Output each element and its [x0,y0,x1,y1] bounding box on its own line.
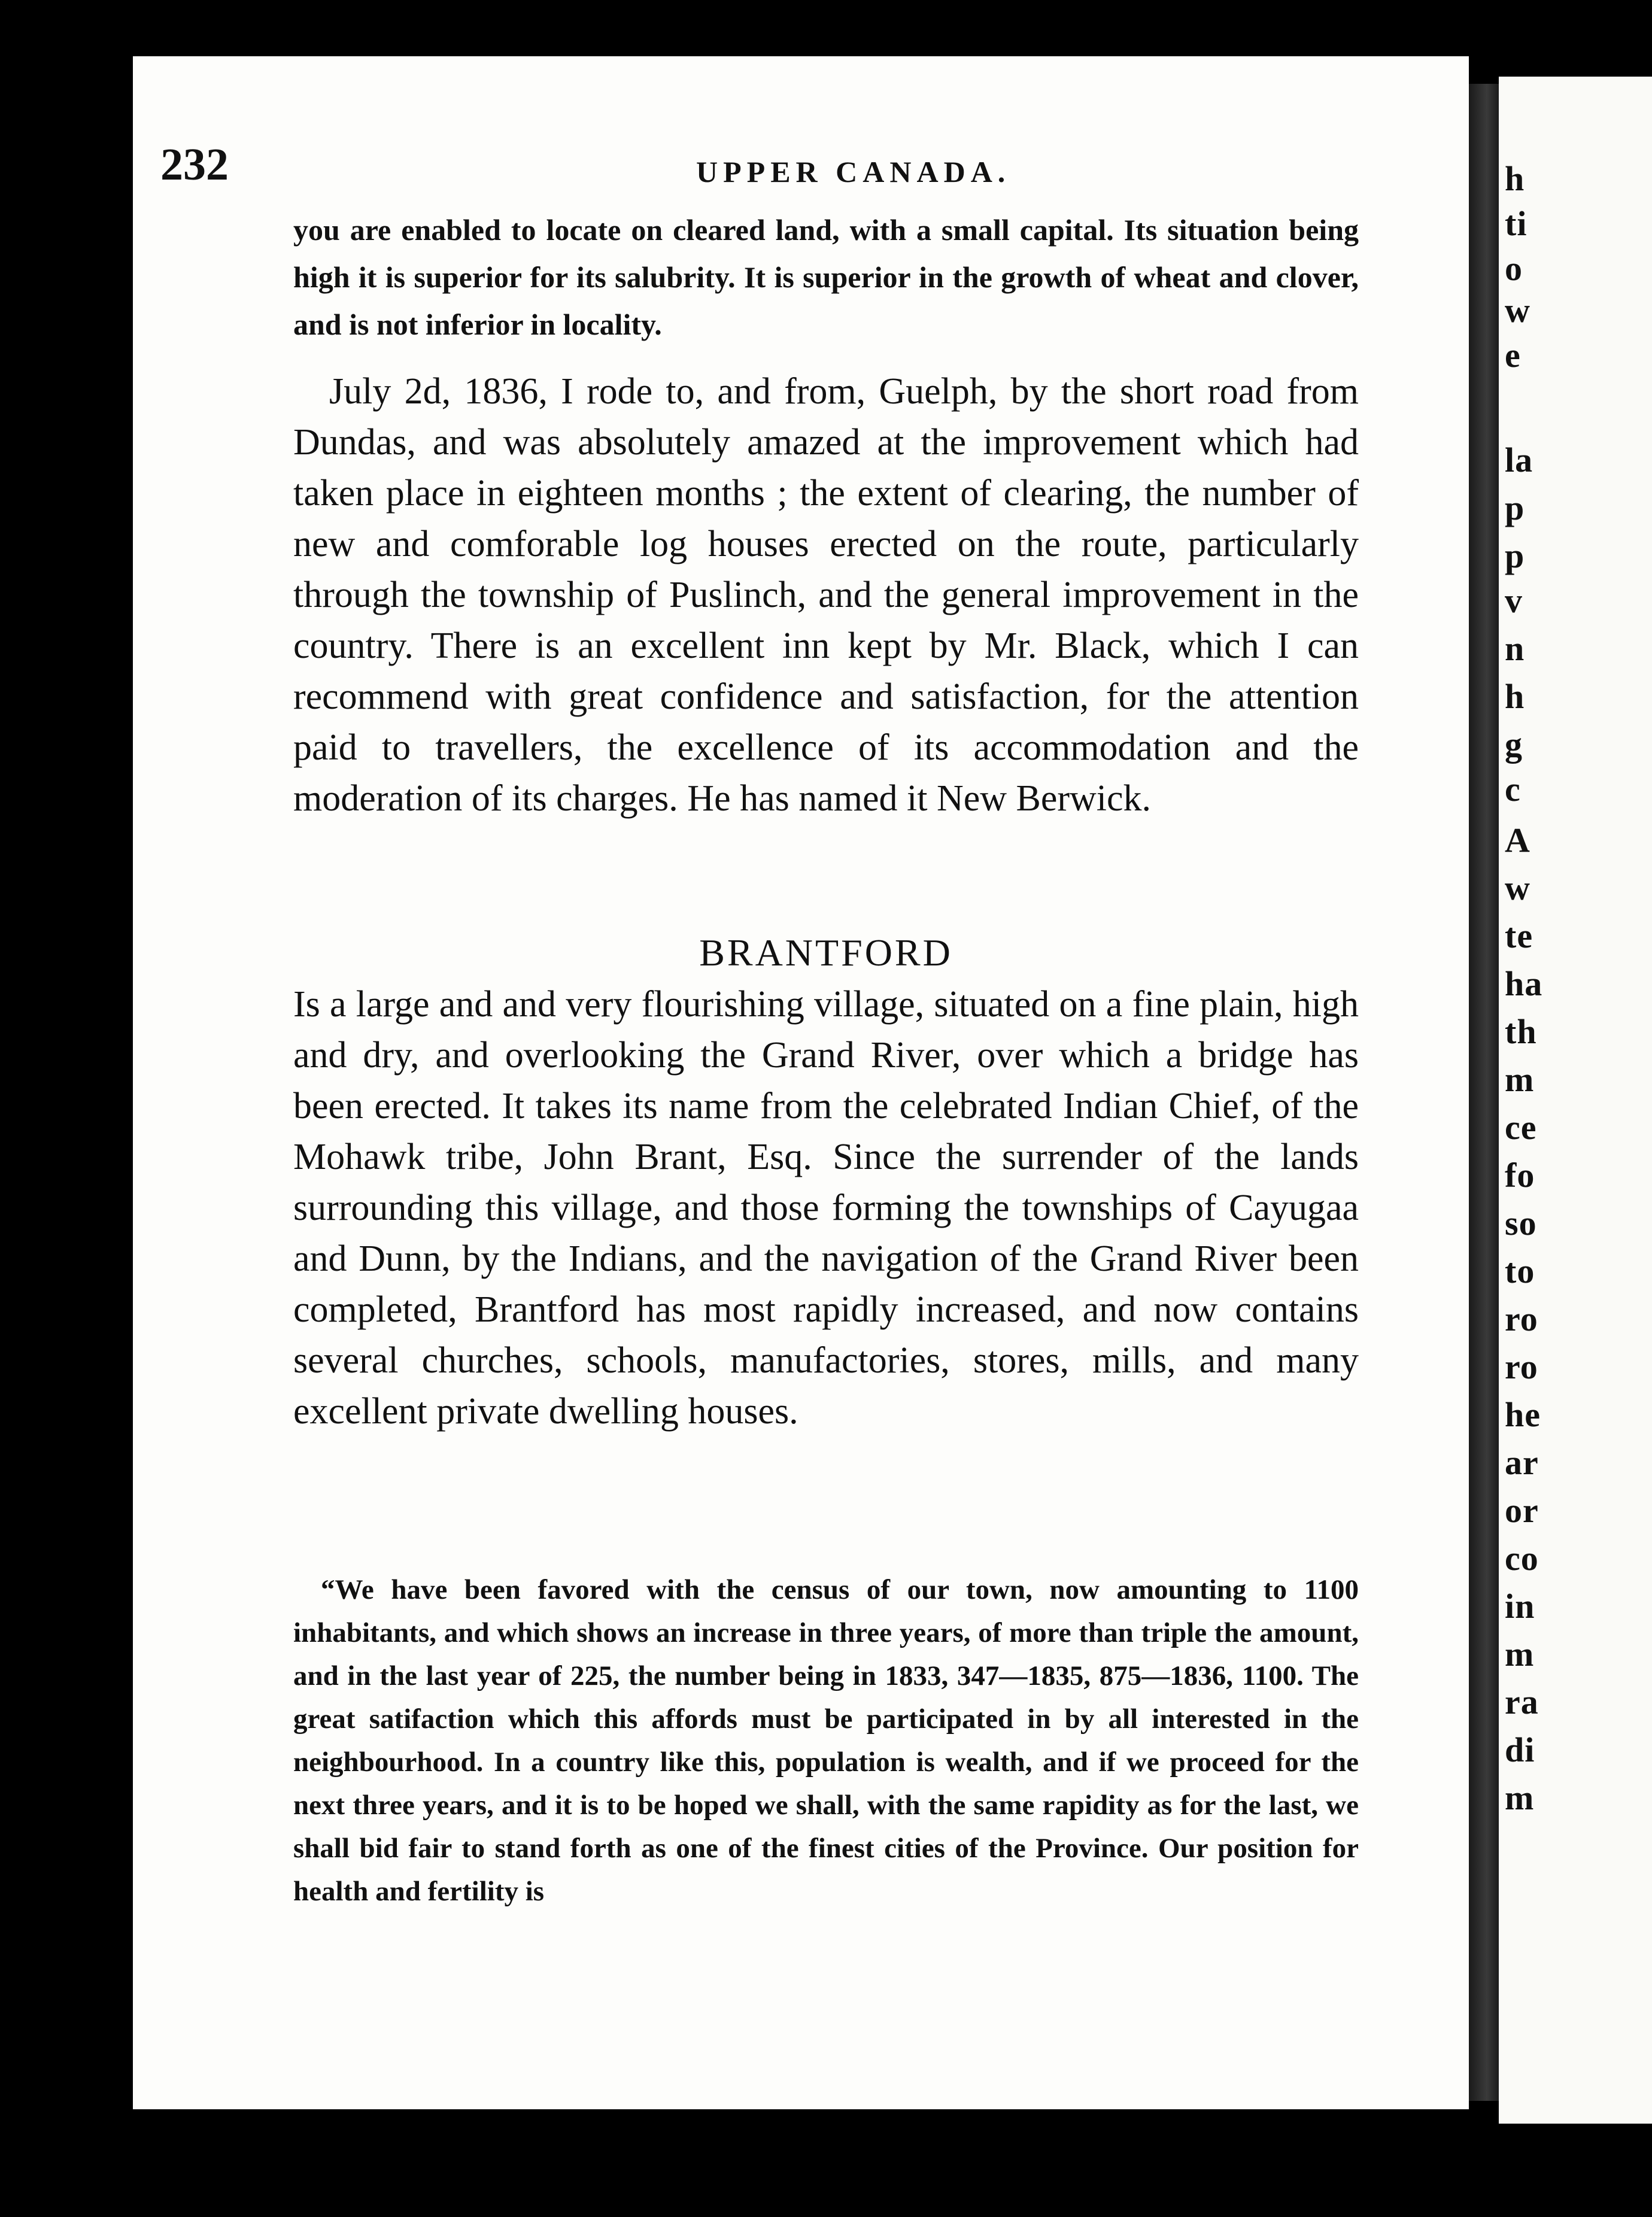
facing-page-fragment: A [1505,821,1530,860]
facing-page-fragment: th [1505,1012,1537,1051]
facing-page-fragment: ti [1505,204,1528,243]
facing-page-fragment: e [1505,336,1521,375]
facing-page-fragment: so [1505,1204,1537,1243]
page-header [160,139,1352,190]
facing-page-fragment: p [1505,536,1525,575]
census-quote: “We have been favored with the census of our town, now amounting to 1100 inhabitants, and which shows an increase in three years, of more than triple the amount, and in the last year of 225, the number being in 1833, 347—1835, 875—1836, 1100. The great satifaction which this affords must be participated in by all interested in the neighbourhood. In a country like this, population is wealth, and if we proceed for the next three years, and it is to be hoped we shall, with the same rapidity as for the last, we shall bid fair to stand forth as one of the finest cities of the Province. Our position for health and fertility is [293,1574,1359,1907]
facing-page-fragment: m [1505,1635,1535,1674]
facing-page-fragment: o [1505,249,1523,288]
facing-page-fragment: c [1505,770,1521,809]
facing-page-fragment: v [1505,581,1523,620]
facing-page-fragment: w [1505,868,1530,907]
facing-page-fragment: he [1505,1395,1541,1434]
facing-page-fragment: p [1505,488,1525,527]
facing-page-fragment: in [1505,1587,1535,1626]
facing-page-fragment: ro [1505,1347,1538,1386]
facing-page-fragment: di [1505,1730,1535,1769]
facing-page-fragment: to [1505,1252,1535,1290]
facing-page-fragment: h [1505,159,1525,198]
facing-page-fragment: w [1505,291,1530,330]
facing-page-fragment: ce [1505,1108,1537,1147]
brantford-paragraph: Is a large and and very flourishing village, situated on a fine plain, high and dry, and overlooking the Grand River, over which a bridge has been erected. It takes its name from the celebrated Indian Chief, of the Mohawk tribe, John Brant, Esq. Since the surrender of the lands surrounding this village, and those forming the townships of Cayugaa and Dunn, by the Indians, and the navigation of the Grand River been completed, Brantford has most rapidly increased, and now contains several churches, schools, manufactories, stores, mills, and many excellent private dwelling houses. [293,984,1359,1432]
facing-page-fragment: la [1505,441,1533,479]
opening-paragraph: you are enabled to locate on cleared land, with a small capital. Its situation being high it is superior for its salubrity. It is superior in the growth of wheat and clover, and is not inferior in locality. [293,213,1359,341]
facing-page-fragment: or [1505,1491,1539,1530]
facing-page-fragment: m [1505,1060,1535,1099]
section-heading: BRANTFORD [699,931,953,974]
page-number: 232 [160,139,229,190]
facing-page-fragment: n [1505,629,1525,668]
facing-page-fragment: co [1505,1539,1539,1578]
running-title: UPPER CANADA. [696,155,1011,189]
book-spine-shadow [1469,84,1499,2101]
facing-page-fragment: h [1505,677,1525,716]
facing-page-fragment: ra [1505,1683,1539,1721]
facing-page-fragment: ro [1505,1299,1538,1338]
facing-page-fragment: ar [1505,1443,1539,1482]
facing-page-fragment: te [1505,916,1533,955]
facing-page-fragment: g [1505,725,1523,764]
facing-page-fragment: fo [1505,1156,1535,1195]
guelph-paragraph: July 2d, 1836, I rode to, and from, Guelph, by the short road from Dundas, and was absolutely amazed at the improvement which had taken place in eighteen months ; the extent of clearing, the number of new and comforable log houses erected on the route, particularly through the township of Puslinch, and the general improvement in the country. There is an excellent inn kept by Mr. Black, which I can recommend with great confidence and satisfaction, for the attention paid to travellers, the excellence of its accommodation and the moderation of its charges. He has named it New Berwick. [293,371,1359,819]
facing-page-fragment: ha [1505,964,1543,1003]
facing-page [1499,77,1652,2124]
facing-page-fragment: m [1505,1778,1535,1817]
